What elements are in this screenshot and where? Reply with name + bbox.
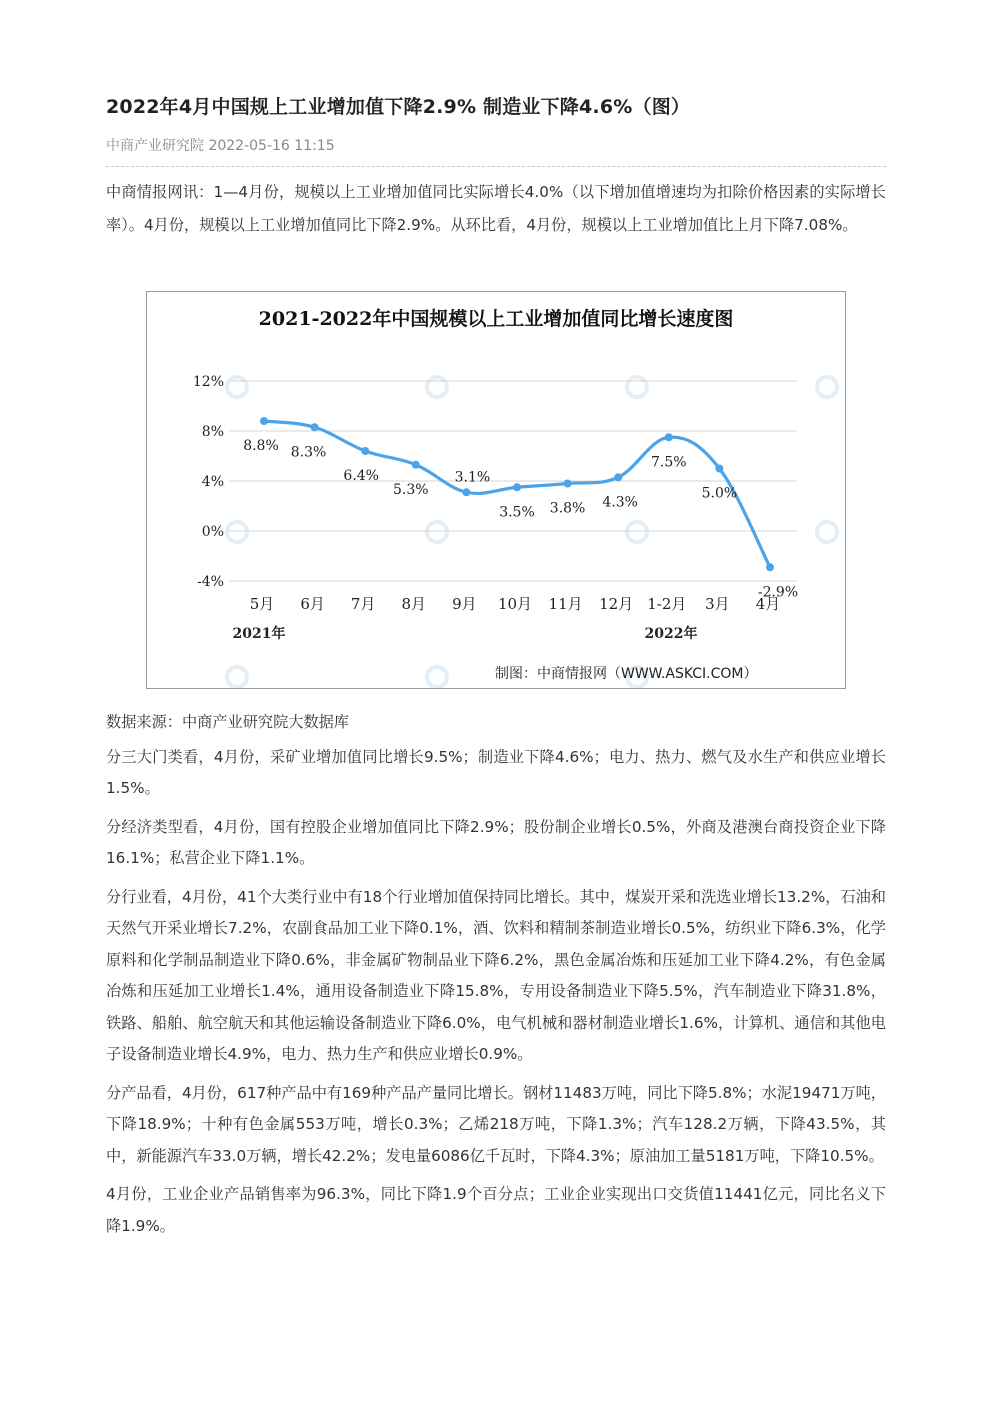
x-tick-label-8: 1-2月 (647, 595, 687, 613)
x-tick-label-1: 6月 (300, 595, 325, 613)
data-point-8 (665, 433, 673, 441)
x-tick-label-5: 10月 (497, 595, 533, 613)
data-points (260, 417, 774, 571)
y-tick-label-1: 8% (201, 424, 224, 440)
year-label-2021: 2021年 (232, 626, 286, 642)
watermark-mark-7 (817, 522, 837, 542)
y-axis-ticks (193, 374, 224, 590)
paragraph-products: 分产品看，4月份，617种产品中有169种产品产量同比增长。钢材11483万吨，同比下降5.8%；水泥19471万吨，下降18.9%；十种有色金属553万吨，增长0.3%；乙烯218万吨，下降1.3%；汽车128.2万辆，下降43.5%，其中，新能源汽车33.0万辆，增长42.2%；发电量6086亿千瓦时，下降4.3%；原油加工量5181万吨，下降10.5%。 (106, 1083, 886, 1165)
x-axis-ticks (250, 595, 781, 613)
watermark-mark-5 (427, 522, 447, 542)
watermark-mark-9 (427, 667, 447, 687)
data-point-10 (766, 563, 774, 571)
paragraph-industries: 分行业看，4月份，41个大类行业中有18个行业增加值保持同比增长。其中，煤炭开采和洗选业增长13.2%，石油和天然气开采业增长7.2%，农副食品加工业下降0.1%，酒、饮料和精制茶制造业增长0.5%，纺织业下降6.3%，化学原料和化学制品制造业下降0.6%，非金属矿物制品业下降6.2%，黑色金属冶炼和压延加工业下降4.2%，有色金属冶炼和压延加工业增长1.4%，通用设备制造业下降15.8%，专用设备制造业下降5.5%，汽车制造业下降31.8%，铁路、船舶、航空航天和其他运输设备制造业下降6.0%，电气机械和器材制造业增长1.6%，计算机、通信和其他电子设备制造业增长4.9%，电力、热力生产和供应业增长0.9%。 (106, 887, 886, 1063)
article-title: 2022年4月中国规上工业增加值下降2.9% 制造业下降4.6%（图） (106, 96, 691, 118)
data-label-1: 8.3% (290, 444, 327, 461)
data-point-1 (311, 423, 319, 431)
x-tick-label-9: 3月 (705, 595, 730, 613)
watermark-mark-8 (227, 667, 247, 687)
data-label-0: 8.8% (243, 438, 279, 454)
data-point-0 (260, 417, 268, 425)
y-tick-label-0: 12% (192, 374, 224, 390)
article-source[interactable]: 中商产业研究院 (106, 138, 204, 154)
watermark-mark-0 (227, 377, 247, 397)
y-tick-label-2: 4% (201, 474, 224, 490)
watermark-mark-2 (627, 377, 647, 397)
data-label-4: 3.1% (454, 469, 491, 486)
article-meta (106, 135, 335, 155)
data-label-6: 3.8% (549, 500, 586, 517)
watermark-mark-6 (627, 522, 647, 542)
data-label-3: 5.3% (393, 481, 429, 498)
data-point-3 (412, 461, 420, 469)
data-label-5: 3.5% (499, 504, 535, 521)
data-point-4 (462, 488, 470, 496)
line-chart (147, 292, 845, 688)
data-point-9 (715, 465, 723, 473)
y-tick-label-4: -4% (197, 574, 224, 590)
data-label-2: 6.4% (343, 468, 379, 484)
chart-title: 2021-2022年中国规模以上工业增加值同比增长速度图 (258, 308, 734, 330)
data-point-6 (564, 480, 572, 488)
data-label-7: 4.3% (602, 494, 638, 511)
x-tick-label-7: 12月 (599, 595, 634, 613)
data-point-2 (361, 447, 369, 455)
watermark-mark-1 (427, 377, 447, 397)
watermark-mark-3 (817, 377, 837, 397)
article-body (106, 707, 886, 1249)
paragraph-sales: 4月份，工业企业产品销售率为96.3%，同比下降1.9个百分点；工业企业实现出口交货值11441亿元，同比名义下降1.9%。 (106, 1185, 886, 1235)
paragraph-ownership: 分经济类型看，4月份，国有控股企业增加值同比下降2.9%；股份制企业增长0.5%，外商及港澳台商投资企业下降16.1%；私营企业下降1.1%。 (106, 817, 886, 867)
data-label-8: 7.5% (651, 454, 687, 471)
grid-lines (229, 381, 797, 581)
x-tick-label-3: 8月 (401, 595, 427, 613)
article-datetime: 2022-05-16 11:15 (208, 138, 335, 154)
watermark-mark-4 (227, 522, 247, 542)
divider (106, 166, 886, 167)
series-line (264, 421, 770, 567)
article-lead: 中商情报网讯：1—4月份，规模以上工业增加值同比实际增长4.0%（以下增加值增速均为扣除价格因素的实际增长率）。4月份，规模以上工业增加值同比下降2.9%。从环比看，4月份，规模以上工业增加值比上月下降7.08%。 (106, 183, 886, 234)
data-source-note: 数据来源：中商产业研究院大数据库 (106, 713, 349, 731)
chart-credit: 制图：中商情报网（WWW.ASKCI.COM） (495, 666, 758, 682)
watermark-layer (227, 377, 837, 687)
x-tick-label-10: 4月 (755, 595, 781, 613)
x-tick-label-2: 7月 (350, 595, 376, 613)
x-tick-label-6: 11月 (548, 595, 583, 613)
data-point-5 (513, 483, 521, 491)
data-label-10: -2.9% (757, 584, 799, 601)
data-label-9: 5.0% (701, 485, 738, 502)
year-label-2022: 2022年 (644, 626, 698, 642)
paragraph-sectors: 分三大门类看，4月份，采矿业增加值同比增长9.5%；制造业下降4.6%；电力、热力、燃气及水生产和供应业增长1.5%。 (106, 747, 886, 797)
data-point-7 (614, 473, 622, 481)
y-tick-label-3: 0% (201, 524, 224, 540)
x-tick-label-4: 9月 (452, 595, 477, 613)
chart-image (146, 291, 846, 689)
x-tick-label-0: 5月 (249, 595, 275, 613)
